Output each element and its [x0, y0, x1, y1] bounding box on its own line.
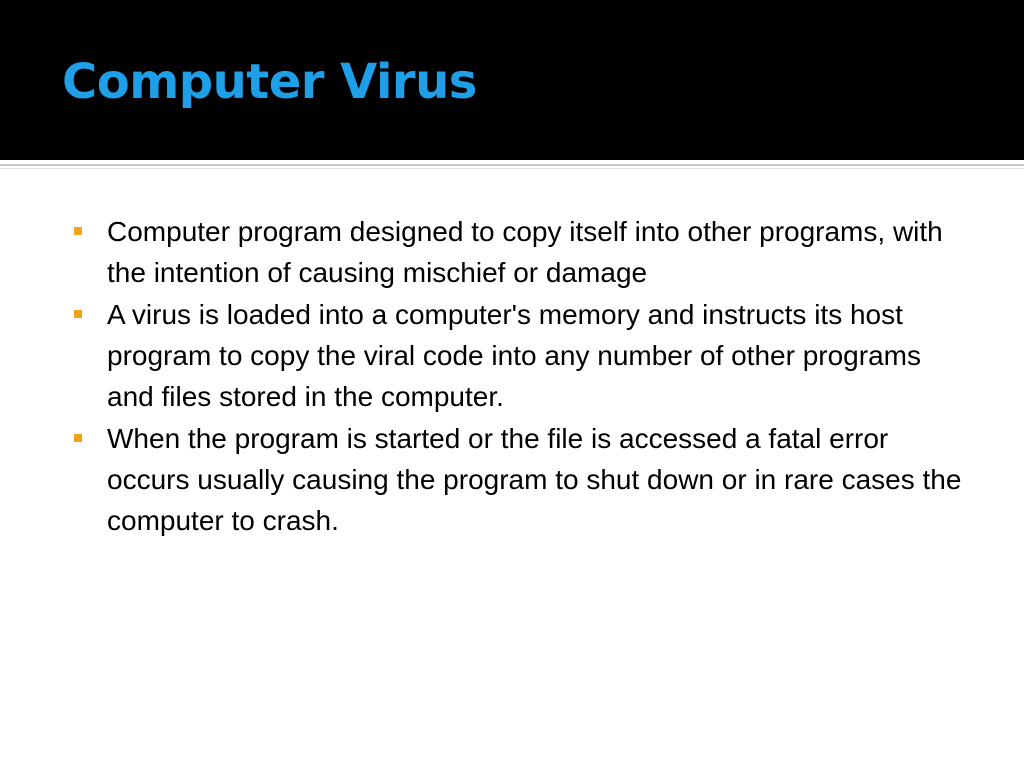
square-bullet-icon [74, 227, 82, 235]
square-bullet-icon [74, 434, 82, 442]
bullet-list [74, 211, 974, 542]
bullet-item [74, 294, 974, 417]
bullet-text: Computer program designed to copy itself into other programs, with the intention of causing mischief or damage [107, 216, 943, 288]
slide-title: Computer Virus [62, 54, 477, 110]
title-banner [0, 0, 1024, 160]
title-divider-shadow-line [0, 168, 1024, 169]
title-divider-line [0, 164, 1024, 166]
bullet-item [74, 211, 974, 293]
bullet-text: A virus is loaded into a computer's memory and instructs its host program to copy the viral code into any number of other programs and files stored in the computer. [107, 299, 921, 412]
bullet-item [74, 418, 974, 541]
bullet-text: When the program is started or the file is accessed a fatal error occurs usually causing the program to shut down or in rare cases the computer to crash. [107, 423, 962, 536]
square-bullet-icon [74, 310, 82, 318]
